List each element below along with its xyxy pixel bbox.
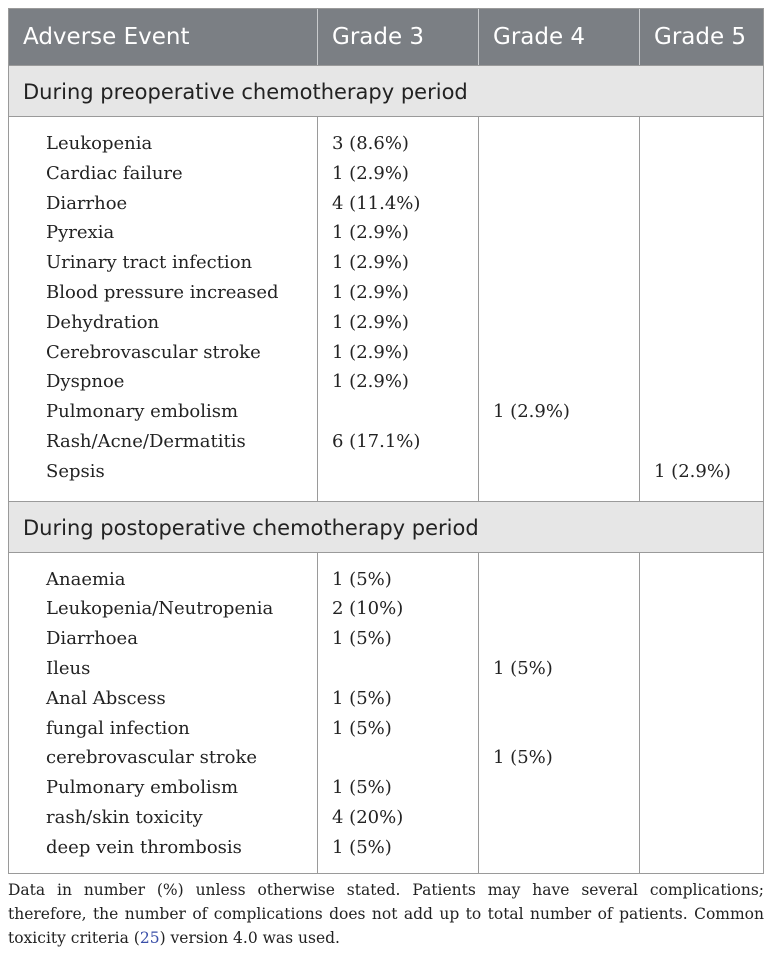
table-row <box>9 248 763 278</box>
cell-grade-3: 1 (5%) <box>332 777 392 799</box>
cell-grade-4: 1 (5%) <box>493 747 553 769</box>
cell-grade-3: 1 (2.9%) <box>332 252 409 274</box>
footnote-text: Data in number (%) unless otherwise stated. Patients may have several complications; therefore, the number of complications does not add up to total number of patients. Common toxicity criteria ( <box>8 881 764 947</box>
table-row <box>9 654 763 684</box>
cell-adverse-event: cerebrovascular stroke <box>46 747 258 769</box>
section-body-postoperative <box>9 553 763 873</box>
cell-grade-3: 1 (2.9%) <box>332 162 409 184</box>
header-divider <box>317 9 318 65</box>
cell-grade-3: 1 (2.9%) <box>332 341 409 363</box>
cell-adverse-event: Cardiac failure <box>46 162 183 184</box>
cell-adverse-event: Anal Abscess <box>46 687 166 709</box>
table-row <box>9 714 763 744</box>
table-row <box>9 624 763 654</box>
cell-adverse-event: Dehydration <box>46 311 160 333</box>
cell-adverse-event: fungal infection <box>46 717 190 739</box>
table-row <box>9 278 763 308</box>
table-row <box>9 684 763 714</box>
section-body-preoperative <box>9 117 763 501</box>
header-adverse-event: Adverse Event <box>23 24 190 50</box>
cell-adverse-event: Leukopenia/Neutropenia <box>46 598 274 620</box>
table-row <box>9 218 763 248</box>
table-footnote <box>8 878 764 950</box>
cell-grade-4: 1 (5%) <box>493 657 553 679</box>
adverse-events-table <box>8 8 764 874</box>
cell-adverse-event: deep vein thrombosis <box>46 836 242 858</box>
header-grade-3: Grade 3 <box>332 24 425 50</box>
table-row <box>9 565 763 595</box>
cell-adverse-event: Cerebrovascular stroke <box>46 341 261 363</box>
table-row <box>9 743 763 773</box>
cell-grade-3: 1 (5%) <box>332 717 392 739</box>
cell-adverse-event: Rash/Acne/Dermatitis <box>46 430 246 452</box>
cell-adverse-event: rash/skin toxicity <box>46 806 203 828</box>
table-row <box>9 803 763 833</box>
cell-adverse-event: Pyrexia <box>46 222 115 244</box>
cell-adverse-event: Urinary tract infection <box>46 252 253 274</box>
table-row <box>9 129 763 159</box>
header-divider <box>639 9 640 65</box>
cell-adverse-event: Sepsis <box>46 460 105 482</box>
cell-grade-3: 1 (5%) <box>332 687 392 709</box>
table-row <box>9 159 763 189</box>
table-row <box>9 189 763 219</box>
cell-grade-3: 6 (17.1%) <box>332 430 421 452</box>
table-row <box>9 308 763 338</box>
cell-grade-3: 3 (8.6%) <box>332 133 409 154</box>
cell-adverse-event: Diarrhoe <box>46 192 128 214</box>
cell-adverse-event: Leukopenia <box>46 133 153 154</box>
cell-adverse-event: Anaemia <box>46 568 126 590</box>
cell-grade-3: 1 (5%) <box>332 628 392 650</box>
table-row <box>9 397 763 427</box>
header-grade-5: Grade 5 <box>654 24 747 50</box>
cell-grade-4: 1 (2.9%) <box>493 401 570 423</box>
reference-link[interactable]: 25 <box>139 929 160 947</box>
cell-adverse-event: Pulmonary embolism <box>46 401 239 423</box>
cell-grade-3: 4 (20%) <box>332 806 404 828</box>
table-row <box>9 457 763 487</box>
cell-grade-3: 1 (2.9%) <box>332 281 409 303</box>
table-row <box>9 773 763 803</box>
section-title-preoperative: During preoperative chemotherapy period <box>9 65 763 117</box>
header-grade-4: Grade 4 <box>493 24 586 50</box>
cell-grade-3: 1 (2.9%) <box>332 371 409 393</box>
table-row <box>9 427 763 457</box>
cell-adverse-event: Dyspnoe <box>46 371 125 393</box>
cell-grade-3: 1 (2.9%) <box>332 222 409 244</box>
table-row <box>9 594 763 624</box>
table-row <box>9 833 763 863</box>
cell-adverse-event: Pulmonary embolism <box>46 777 239 799</box>
header-divider <box>478 9 479 65</box>
section-title-postoperative: During postoperative chemotherapy period <box>9 501 763 553</box>
cell-grade-3: 2 (10%) <box>332 598 404 620</box>
cell-adverse-event: Ileus <box>46 657 91 679</box>
cell-grade-5: 1 (2.9%) <box>654 460 731 482</box>
footnote-text-end: ) version 4.0 was used. <box>159 929 340 947</box>
cell-grade-3: 4 (11.4%) <box>332 192 421 214</box>
table-row <box>9 338 763 368</box>
cell-grade-3: 1 (5%) <box>332 836 392 858</box>
cell-adverse-event: Blood pressure increased <box>46 281 279 303</box>
cell-adverse-event: Diarrhoea <box>46 628 138 650</box>
table-header-row <box>9 9 763 65</box>
table-row <box>9 367 763 397</box>
cell-grade-3: 1 (2.9%) <box>332 311 409 333</box>
cell-grade-3: 1 (5%) <box>332 568 392 590</box>
